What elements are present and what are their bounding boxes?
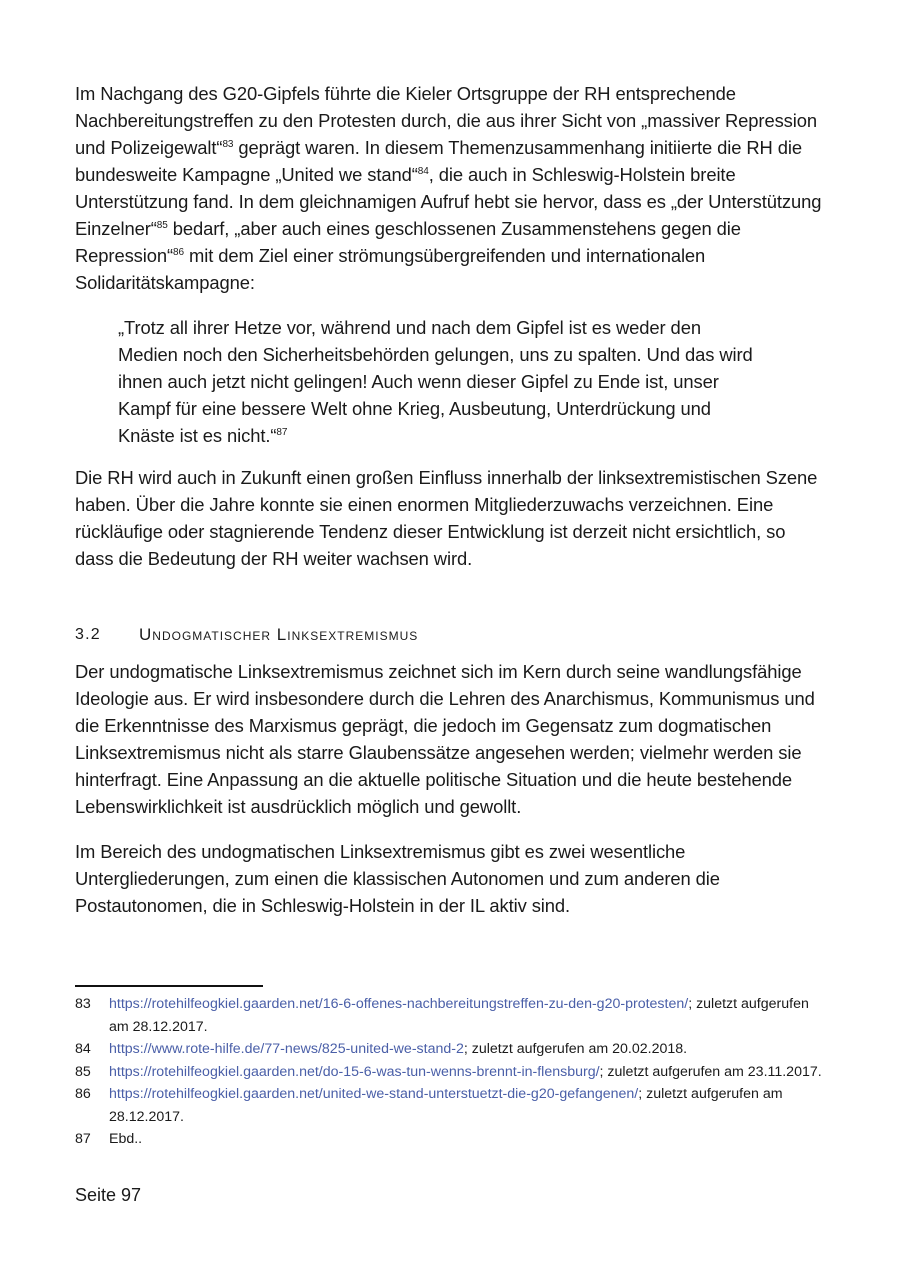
section-heading	[75, 624, 825, 646]
footnote-link[interactable]: https://rotehilfeogkiel.gaarden.net/united-we-stand-unterstuetzt-die-g20-gefangenen/	[109, 1086, 639, 1102]
text-segment: bedarf, „aber auch eines geschlossenen Zusammenstehens gegen die Repression“	[75, 218, 741, 266]
paragraph-undogmatisch: Der undogmatische Linksextremismus zeichnet sich im Kern durch seine wandlungsfähige Ideologie aus. Er wird insbesondere durch die Lehren des Anarchismus, Kommunismus und die Erkenntnisse des Marxismus geprägt, die jedoch im Gegensatz zum dogmatischen Linksextremismus nicht als starre Glaubenssätze angesehen werden; vielmehr werden sie hinterfragt. Eine Anpassung an die aktuelle politische Situation und die heute bestehende Lebenswirklichkeit ist ausdrücklich möglich und gewollt.	[75, 661, 815, 817]
footnote-ref-83[interactable]: 83	[222, 139, 234, 150]
footnote-link[interactable]: https://rotehilfeogkiel.gaarden.net/16-6-offenes-nachbereitungstreffen-zu-den-g20-protesten/	[109, 996, 689, 1012]
footnote-text: ; zuletzt aufgerufen am 28.12.2017.	[109, 1086, 783, 1125]
quote-text: „Trotz all ihrer Hetze vor, während und nach dem Gipfel ist es weder den Medien noch den Sicherheitsbehörden gelungen, uns zu spalten. Und das wird ihnen auch jetzt nicht gelingen! Auch wenn dieser Gipfel zu Ende ist, unser Kampf für eine bessere Welt ohne Krieg, Ausbeutung, Unterdrückung und Knäste ist es nicht.“	[118, 317, 753, 446]
paragraph-rh-zukunft: Die RH wird auch in Zukunft einen großen Einfluss innerhalb der linksextremistischen Szene haben. Über die Jahre konnte sie einen enormen Mitgliederzuwachs verzeichnen. Eine rückläufige oder stagnierende Tendenz dieser Entwicklung ist derzeit nicht ersichtlich, so dass die Bedeutung der RH weiter wachsen wird.	[75, 467, 818, 569]
footnote-86	[75, 1083, 825, 1128]
text-segment: Im Nachgang des G20-Gipfels führte die Kieler Ortsgruppe der RH entsprechende Nachbereitungstreffen zu den Protesten durch, die aus ihrer Sicht von „massiver Repression und Polizeigewalt“	[75, 83, 817, 158]
footnote-text: ; zuletzt aufgerufen am 20.02.2018.	[463, 1041, 688, 1057]
footnote-divider	[75, 985, 263, 987]
footnote-text: ; zuletzt aufgerufen am 28.12.2017.	[109, 996, 809, 1035]
text-segment: mit dem Ziel einer strömungsübergreifenden und internationalen Solidaritätskampagne:	[75, 245, 706, 293]
text-segment: , die auch in Schleswig-Holstein breite Unterstützung fand. In dem gleichnamigen Aufruf hebt sie hervor, dass es „der Unterstützung Einzelner“	[75, 164, 822, 239]
block-quote	[118, 314, 765, 449]
footnote-87	[75, 1128, 825, 1151]
footnote-text: ; zuletzt aufgerufen am 23.11.2017.	[599, 1063, 822, 1080]
footnote-number: 85	[75, 1063, 91, 1080]
footnote-link[interactable]: https://rotehilfeogkiel.gaarden.net/do-15-6-was-tun-wenns-brennt-in-flensburg/	[109, 1063, 600, 1080]
footnote-84	[75, 1038, 825, 1061]
paragraph-untergliederungen: Im Bereich des undogmatischen Linksextremismus gibt es zwei wesentliche Untergliederungen, zum einen die klassischen Autonomen und zum anderen die Postautonomen, die in Schleswig-Holstein in der IL aktiv sind.	[75, 841, 720, 916]
footnote-ref-85[interactable]: 85	[156, 220, 168, 231]
footnote-85	[75, 1061, 825, 1084]
footnote-text: Ebd..	[109, 1131, 143, 1147]
paragraph-rh-kampagne	[75, 80, 825, 296]
page-body	[75, 80, 825, 919]
text-segment: geprägt waren. In diesem Themenzusammenhang initiierte die RH die bundesweite Kampagne „United we stand“	[75, 137, 802, 185]
footnote-ref-86[interactable]: 86	[173, 247, 184, 258]
footnote-number: 83	[75, 996, 91, 1012]
footnote-number: 86	[75, 1086, 91, 1102]
section-number: 3.2	[75, 626, 101, 643]
footnote-link[interactable]: https://www.rote-hilfe.de/77-news/825-united-we-stand-2	[109, 1041, 464, 1057]
section-title: Undogmatischer Linksextremismus	[139, 625, 419, 644]
page-number: Seite 97	[75, 1185, 142, 1205]
footnote-ref-87[interactable]: 87	[276, 427, 288, 438]
footnotes	[75, 993, 825, 1151]
footnote-83	[75, 993, 825, 1038]
footnote-number: 84	[75, 1041, 91, 1057]
footnote-number: 87	[75, 1131, 91, 1147]
footnote-ref-84[interactable]: 84	[417, 166, 429, 177]
